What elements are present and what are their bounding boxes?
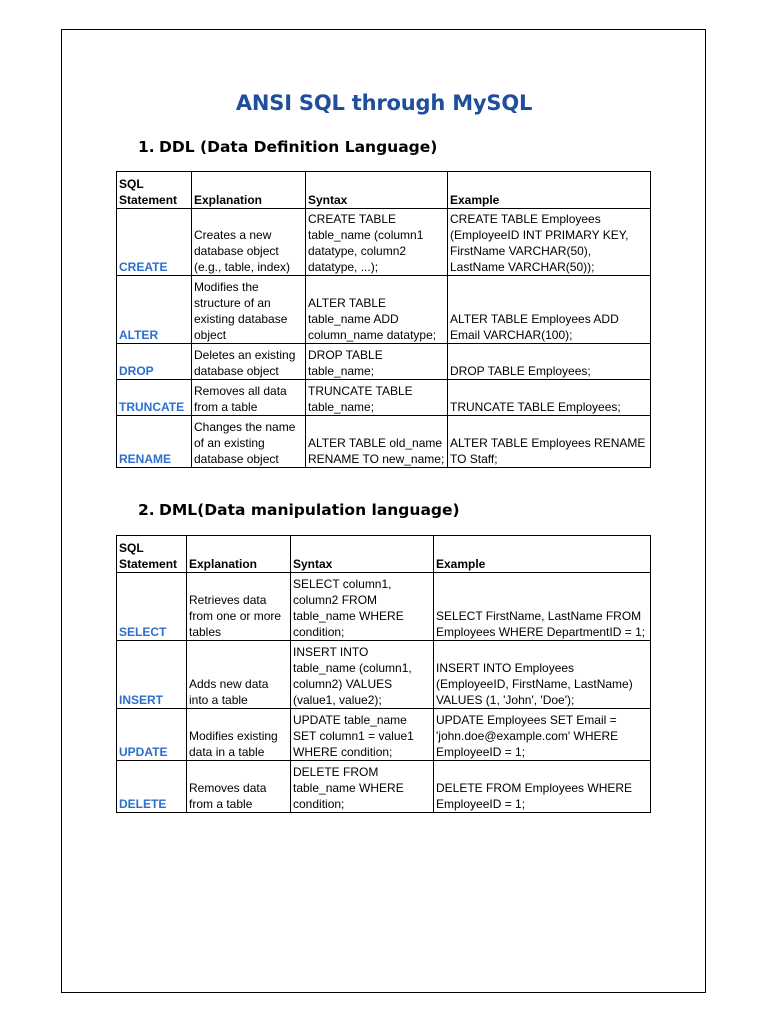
dml-section-heading <box>138 501 460 519</box>
explanation-cell: Retrieves data from one or more tables <box>187 573 291 641</box>
sql-statement: INSERT <box>117 641 187 709</box>
explanation-cell: Removes data from a table <box>187 761 291 813</box>
column-header-explanation: Explanation <box>187 536 291 573</box>
explanation-cell: Changes the name of an existing database object <box>192 416 306 468</box>
example-cell: ALTER TABLE Employees ADD Email VARCHAR(100); <box>448 276 651 344</box>
sql-statement: TRUNCATE <box>117 380 192 416</box>
sql-statement: SELECT <box>117 573 187 641</box>
dml-table <box>116 535 651 813</box>
syntax-cell: DROP TABLE table_name; <box>306 344 448 380</box>
syntax-cell: ALTER TABLE table_name ADD column_name datatype; <box>306 276 448 344</box>
example-cell: UPDATE Employees SET Email = 'john.doe@example.com' WHERE EmployeeID = 1; <box>434 709 651 761</box>
example-cell: DROP TABLE Employees; <box>448 344 651 380</box>
column-header-statement: SQL Statement <box>117 172 192 209</box>
explanation-cell: Deletes an existing database object <box>192 344 306 380</box>
ddl-section-heading <box>138 138 437 156</box>
column-header-example: Example <box>434 536 651 573</box>
syntax-cell: DELETE FROM table_name WHERE condition; <box>291 761 434 813</box>
table-row <box>117 761 651 813</box>
syntax-cell: INSERT INTO table_name (column1, column2) VALUES (value1, value2); <box>291 641 434 709</box>
column-header-statement: SQL Statement <box>117 536 187 573</box>
sql-statement: CREATE <box>117 209 192 276</box>
dml-section-title: DML(Data manipulation language) <box>159 501 460 519</box>
sql-statement: DROP <box>117 344 192 380</box>
table-row <box>117 641 651 709</box>
table-row <box>117 276 651 344</box>
column-header-syntax: Syntax <box>306 172 448 209</box>
table-row <box>117 209 651 276</box>
example-cell: DELETE FROM Employees WHERE EmployeeID = 1; <box>434 761 651 813</box>
example-cell: SELECT FirstName, LastName FROM Employees WHERE DepartmentID = 1; <box>434 573 651 641</box>
explanation-cell: Modifies existing data in a table <box>187 709 291 761</box>
example-cell: INSERT INTO Employees (EmployeeID, FirstName, LastName) VALUES (1, 'John', 'Doe'); <box>434 641 651 709</box>
sql-statement: RENAME <box>117 416 192 468</box>
table-row <box>117 344 651 380</box>
explanation-cell: Adds new data into a table <box>187 641 291 709</box>
ddl-section-number: 1. <box>138 138 155 156</box>
sql-statement: UPDATE <box>117 709 187 761</box>
explanation-cell: Modifies the structure of an existing database object <box>192 276 306 344</box>
column-header-syntax: Syntax <box>291 536 434 573</box>
table-header-row <box>117 536 651 573</box>
explanation-cell: Creates a new database object (e.g., table, index) <box>192 209 306 276</box>
ddl-section-title: DDL (Data Definition Language) <box>159 138 438 156</box>
sql-statement: DELETE <box>117 761 187 813</box>
table-row <box>117 573 651 641</box>
syntax-cell: CREATE TABLE table_name (column1 datatype, column2 datatype, ...); <box>306 209 448 276</box>
table-row <box>117 416 651 468</box>
document-title: ANSI SQL through MySQL <box>235 91 533 115</box>
explanation-cell: Removes all data from a table <box>192 380 306 416</box>
dml-section-number: 2. <box>138 501 155 519</box>
syntax-cell: SELECT column1, column2 FROM table_name WHERE condition; <box>291 573 434 641</box>
table-row <box>117 709 651 761</box>
example-cell: ALTER TABLE Employees RENAME TO Staff; <box>448 416 651 468</box>
table-row <box>117 380 651 416</box>
syntax-cell: TRUNCATE TABLE table_name; <box>306 380 448 416</box>
column-header-explanation: Explanation <box>192 172 306 209</box>
example-cell: TRUNCATE TABLE Employees; <box>448 380 651 416</box>
example-cell: CREATE TABLE Employees (EmployeeID INT PRIMARY KEY, FirstName VARCHAR(50), LastName VARCHAR(50)); <box>448 209 651 276</box>
syntax-cell: ALTER TABLE old_name RENAME TO new_name; <box>306 416 448 468</box>
table-header-row <box>117 172 651 209</box>
ddl-table <box>116 171 651 468</box>
column-header-example: Example <box>448 172 651 209</box>
syntax-cell: UPDATE table_name SET column1 = value1 WHERE condition; <box>291 709 434 761</box>
sql-statement: ALTER <box>117 276 192 344</box>
